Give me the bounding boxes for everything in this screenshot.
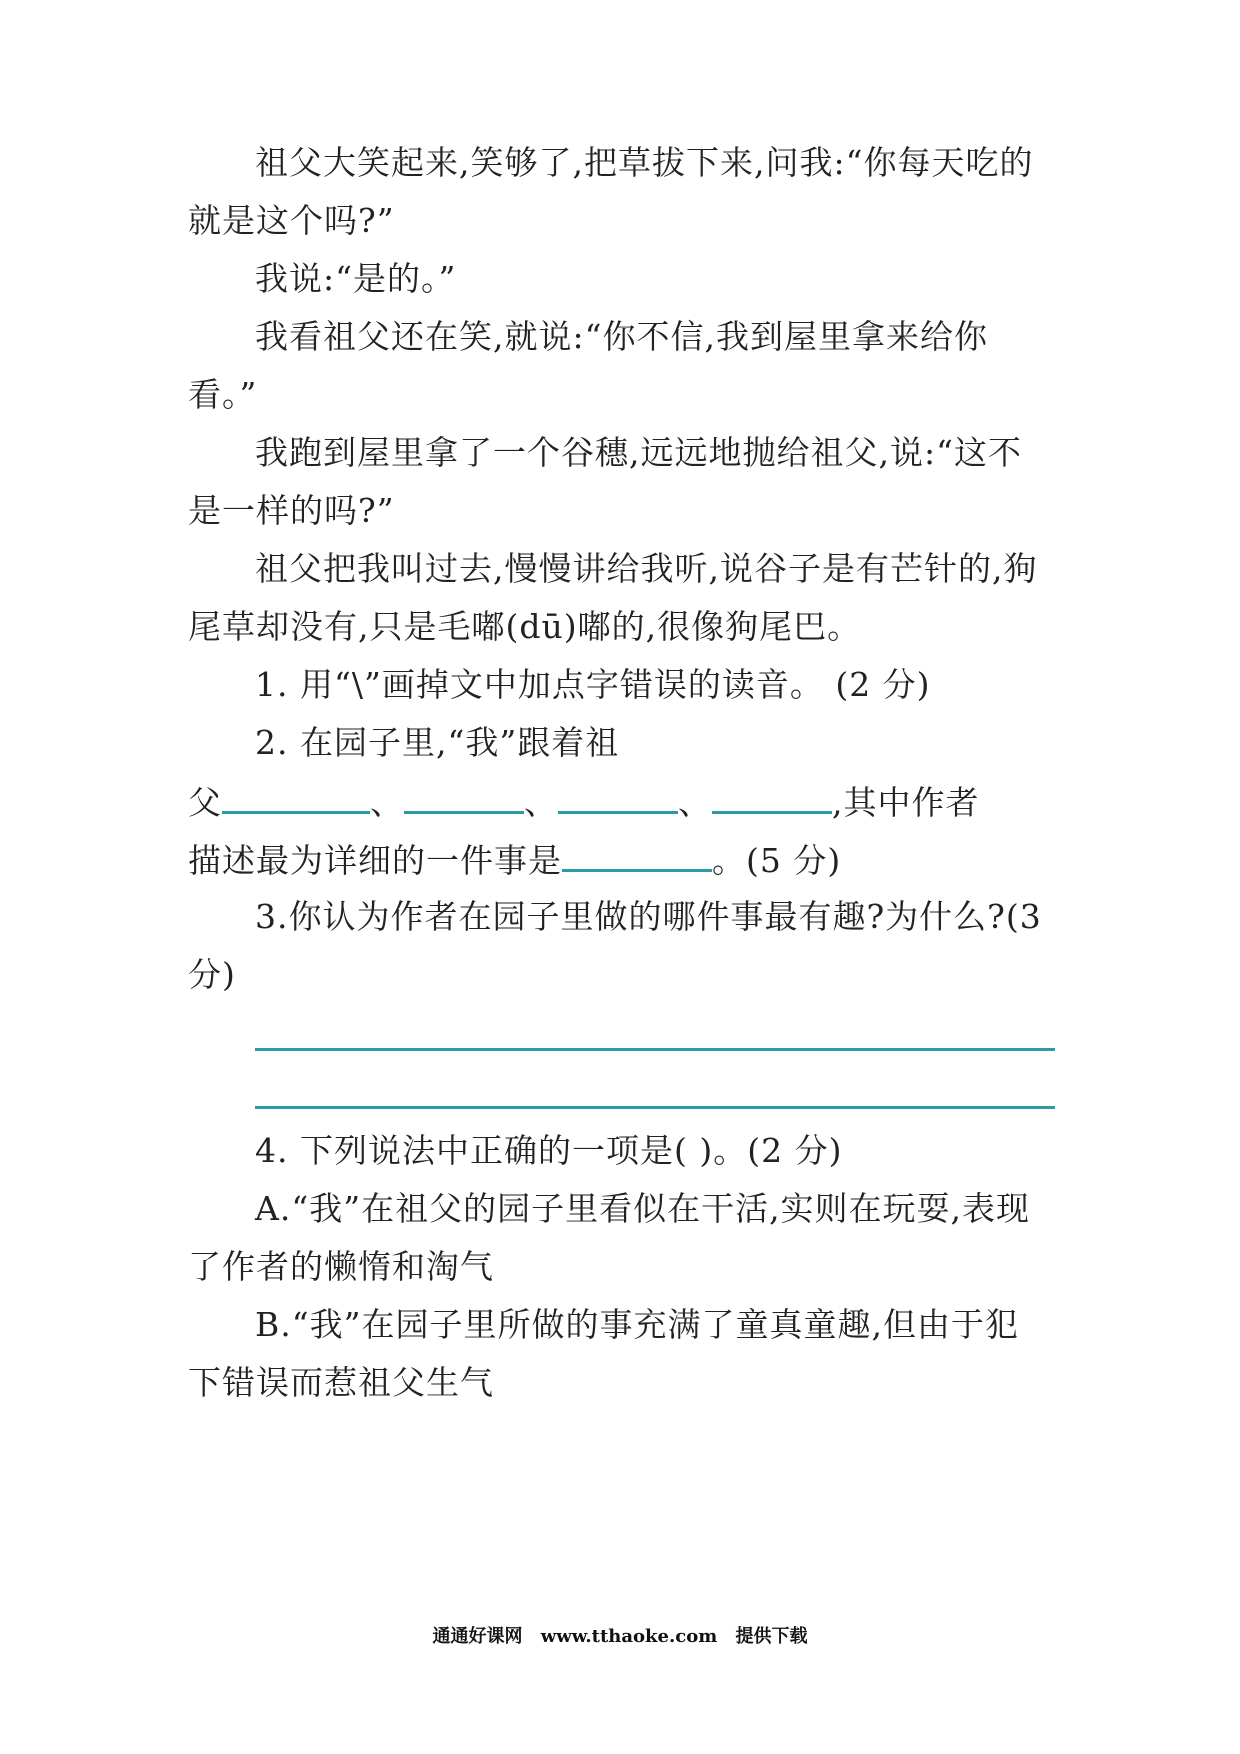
- option-a-line1: A.“我”在祖父的园子里看似在干活,实则在玩耍,表现: [255, 1189, 1031, 1228]
- page-footer: [0, 1622, 1240, 1648]
- answer-line-2[interactable]: [255, 1106, 1055, 1109]
- passage-p1-line2: 就是这个吗?”: [188, 201, 395, 240]
- question-2-line3: [188, 839, 841, 881]
- question-1: 1. 用“\”画掉文中加点字错误的读音。 (2 分): [255, 665, 931, 704]
- question-2-text-start: 描述最为详细的一件事是: [188, 841, 562, 880]
- passage-p2-line1: 我说:“是的。”: [255, 259, 457, 298]
- question-2-line1: 2. 在园子里,“我”跟着祖: [255, 723, 620, 762]
- question-3-line1: 3.你认为作者在园子里做的哪件事最有趣?为什么?(3: [255, 897, 1042, 936]
- answer-line-1[interactable]: [255, 1048, 1055, 1051]
- question-2-text-end: ,其中作者: [832, 783, 980, 822]
- answer-blank-4[interactable]: [712, 781, 832, 814]
- passage-p5-line1: 祖父把我叫过去,慢慢讲给我听,说谷子是有芒针的,狗: [255, 549, 1038, 588]
- passage-p5-line2: 尾草却没有,只是毛嘟(dū)嘟的,很像狗尾巴。: [188, 607, 862, 646]
- passage-p3-line1: 我看祖父还在笑,就说:“你不信,我到屋里拿来给你: [255, 317, 988, 356]
- passage-p3-line2: 看。”: [188, 375, 258, 414]
- question-2-separator: 、: [370, 783, 404, 822]
- answer-blank-2[interactable]: [404, 781, 524, 814]
- question-4: 4. 下列说法中正确的一项是( )。(2 分): [255, 1131, 843, 1170]
- question-3-line2: 分): [188, 955, 236, 994]
- answer-blank-5[interactable]: [562, 839, 712, 872]
- question-2-text-end: 。(5 分): [712, 841, 842, 880]
- passage-p1-line1: 祖父大笑起来,笑够了,把草拔下来,问我:“你每天吃的: [255, 143, 1034, 182]
- footer-site-name: 通通好课网: [432, 1626, 523, 1647]
- passage-p4-line2: 是一样的吗?”: [188, 491, 395, 530]
- option-b-line1: B.“我”在园子里所做的事充满了童真童趣,但由于犯: [255, 1305, 1019, 1344]
- answer-blank-3[interactable]: [558, 781, 678, 814]
- question-2-separator: 、: [678, 783, 712, 822]
- footer-suffix: 提供下载: [735, 1626, 808, 1647]
- option-a-line2: 了作者的懒惰和淘气: [188, 1247, 494, 1286]
- option-b-line2: 下错误而惹祖父生气: [188, 1363, 494, 1402]
- footer-url[interactable]: www.tthaoke.com: [540, 1626, 718, 1647]
- question-2-line2: [188, 781, 980, 823]
- question-2-text-start: 父: [188, 783, 222, 822]
- passage-p4-line1: 我跑到屋里拿了一个谷穗,远远地抛给祖父,说:“这不: [255, 433, 1022, 472]
- answer-blank-1[interactable]: [222, 781, 370, 814]
- question-2-separator: 、: [524, 783, 558, 822]
